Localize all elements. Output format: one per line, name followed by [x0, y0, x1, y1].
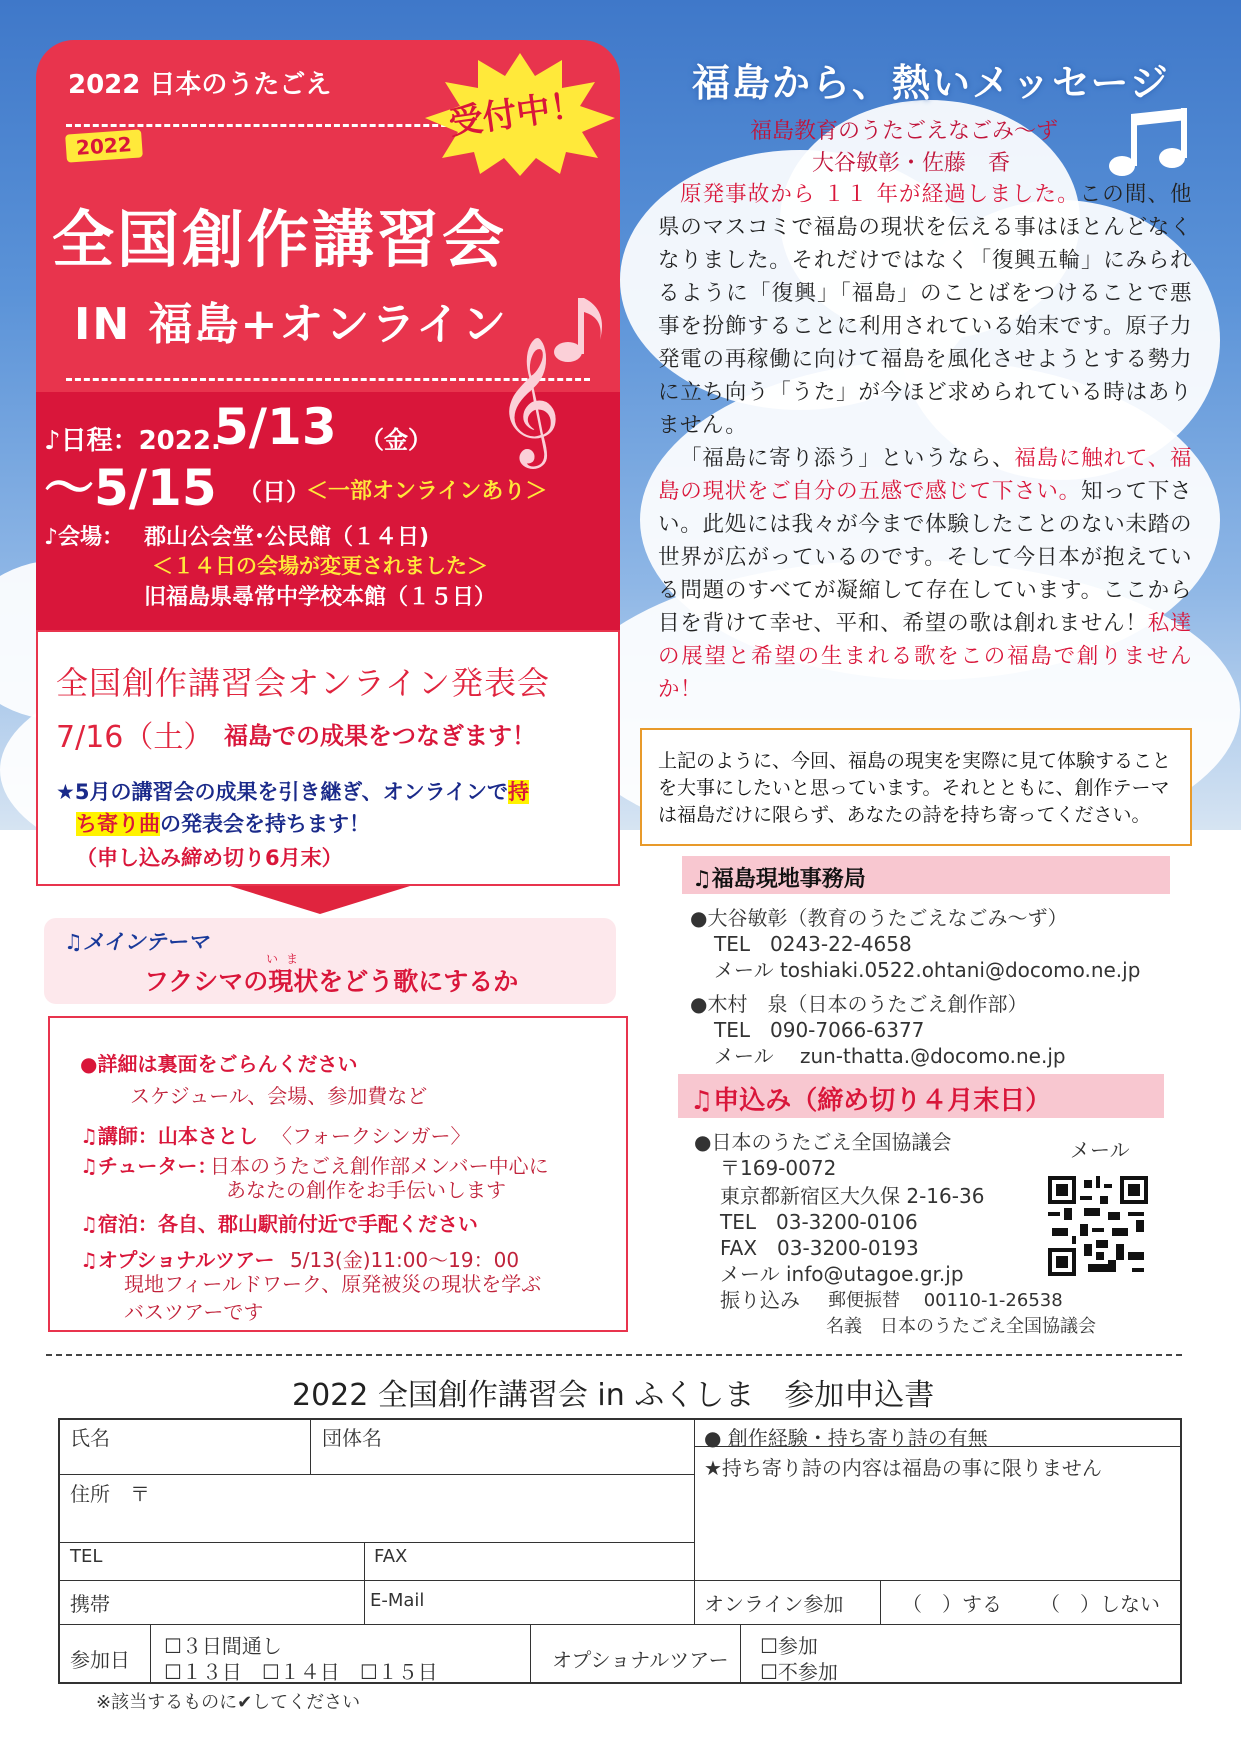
venue-change-notice: ＜１４日の会場が変更されました＞ — [152, 554, 488, 578]
schedule-start: 5/13 — [214, 398, 337, 456]
schedule-start-dow: （金） — [360, 426, 432, 454]
online-description: ★5月の講習会の成果を引き継ぎ、オンラインで持 ち寄り曲の発表会を持ちます！ — [56, 780, 529, 836]
instructor-role: 〈フォークシンガー〉 — [272, 1124, 471, 1148]
online-tagline: 福島での成果をつなぎます！ — [224, 722, 536, 750]
form-title: 2022 全国創作講習会 in ふくしま 参加申込書 — [292, 1378, 935, 1413]
transfer-holder: 名義 日本のうたごえ全国協議会 — [826, 1316, 1096, 1337]
theme-ruby: いま — [266, 952, 307, 966]
online-title: 全国創作講習会オンライン発表会 — [56, 664, 551, 702]
event-subtitle: IN 福島+オンライン — [74, 299, 509, 350]
qr-code-icon[interactable] — [1048, 1176, 1148, 1276]
qr-mail-label: メール — [1070, 1138, 1130, 1162]
apply-tel: TEL 03-3200-0106 — [720, 1210, 918, 1234]
apply-zip: 〒169-0072 — [720, 1156, 837, 1180]
tour-yes-checkbox[interactable]: ☐参加 — [760, 1634, 818, 1658]
message-authors: 大谷敏彰・佐藤 香 — [812, 151, 1011, 176]
music-notes-icon — [1106, 104, 1192, 180]
tour-label: ♫オプショナルツアー — [80, 1248, 275, 1272]
address-label: 住所 〒 — [70, 1482, 150, 1506]
schedule-end: 〜5/15 — [44, 459, 217, 517]
contact2-mail: メール zun-thatta.@docomo.ne.jp — [714, 1044, 1066, 1068]
online-no-option[interactable]: （ ）しない — [1040, 1592, 1160, 1616]
venue-day14: 郡山公会堂･公民館（１４日) — [144, 525, 430, 550]
tour-text-1: 現地フィールドワーク、原発被災の現状を学ぶ — [124, 1272, 542, 1296]
see-back-sub: スケジュール、会場、参加費など — [130, 1084, 428, 1108]
mobile-label: 携帯 — [70, 1592, 110, 1616]
tour-text-2: バスツアーです — [124, 1300, 264, 1324]
experience-note: ★持ち寄り詩の内容は福島の事に限りません — [704, 1456, 1102, 1480]
name-field[interactable] — [120, 1420, 306, 1472]
online-date: 7/16（土） — [56, 720, 214, 755]
attend-days-checkboxes[interactable]: ☐１３日 ☐１４日 ☐１５日 — [164, 1660, 438, 1684]
venue-day15: 旧福島県尋常中学校本館（１５日） — [144, 585, 497, 610]
online-participation-label: オンライン参加 — [704, 1592, 844, 1616]
attend-label: 参加日 — [70, 1648, 130, 1672]
instructor: ♫講師：山本さとし — [80, 1124, 258, 1148]
transfer-label: 振り込み — [720, 1288, 800, 1312]
treble-clef-icon: 𝄞 — [496, 335, 562, 463]
transfer-account: 郵便振替 00110-1-26538 — [828, 1290, 1063, 1311]
email-field[interactable] — [440, 1584, 690, 1622]
main-theme-text: フクシマの現状をどう歌にするか — [144, 967, 519, 996]
tutor-text-2: あなたの創作をお手伝いします — [226, 1178, 506, 1202]
accepting-stamp: 受付中！ — [446, 84, 587, 144]
contact2-tel: TEL 090-7066-6377 — [714, 1018, 925, 1042]
message-group: 福島教育のうたごえなごみ〜ず — [750, 119, 1059, 144]
attend-all-checkbox[interactable]: ☐３日間通し — [164, 1634, 282, 1658]
schedule-note: ＜一部オンラインあり＞ — [306, 479, 548, 504]
fax-field[interactable] — [420, 1546, 690, 1578]
year-title: 2022 日本のうたごえ — [68, 70, 332, 100]
contact1-mail: メール toshiaki.0522.ohtani@docomo.ne.jp — [714, 958, 1141, 982]
lodging: ♫宿泊：各自、郡山駅前付近で手配ください — [80, 1212, 478, 1236]
form-footnote: ※該当するものに✔してください — [96, 1692, 361, 1713]
tutor-text-1: 日本のうたごえ創作部メンバー中心に — [210, 1154, 549, 1178]
schedule-end-dow: （日） — [238, 478, 310, 506]
contact1-name: ●大谷敏彰（教育のうたごえなごみ〜ず） — [690, 906, 1068, 930]
tutor-label: ♫チューター： — [80, 1154, 218, 1178]
year-badge: 2022 — [65, 129, 142, 162]
venue-label: ♪会場： — [44, 525, 125, 550]
schedule-label: ♪日程：2022. — [44, 426, 221, 456]
see-back-note: ●詳細は裏面をごらんください — [80, 1052, 358, 1076]
apply-heading: ♫申込み（締め切り４月末日） — [690, 1086, 1052, 1116]
online-yes-option[interactable]: （ ）する — [902, 1592, 1002, 1616]
apply-org: ●日本のうたごえ全国協議会 — [694, 1130, 952, 1154]
office-heading: ♫福島現地事務局 — [692, 867, 866, 892]
address-field[interactable] — [170, 1478, 690, 1538]
email-label: E-Mail — [370, 1590, 425, 1611]
main-theme-label: ♫メインテーマ — [64, 930, 209, 954]
contact2-name: ●木村 泉（日本のうたごえ創作部） — [690, 992, 1028, 1016]
tour-form-label: オプショナルツアー — [552, 1648, 729, 1672]
fax-label: FAX — [374, 1546, 408, 1567]
group-label: 団体名 — [322, 1426, 382, 1450]
group-field[interactable] — [392, 1420, 688, 1472]
arrow-down-icon — [230, 886, 410, 914]
event-title: 全国創作講習会 — [52, 203, 508, 276]
experience-field[interactable] — [700, 1482, 1176, 1576]
apply-fax: FAX 03-3200-0193 — [720, 1236, 919, 1260]
tour-time: 5/13(金)11:00〜19：00 — [290, 1248, 520, 1272]
cut-line — [46, 1354, 1182, 1356]
contact1-tel: TEL 0243-22-4658 — [714, 932, 912, 956]
apply-mail: メール info@utagoe.gr.jp — [720, 1262, 964, 1286]
name-label: 氏名 — [70, 1426, 110, 1450]
apply-address: 東京都新宿区大久保 2-16-36 — [720, 1184, 985, 1208]
tel-field[interactable] — [110, 1546, 360, 1578]
message-title: 福島から、熱いメッセージ — [692, 61, 1170, 105]
mobile-field[interactable] — [120, 1584, 360, 1622]
tour-no-checkbox[interactable]: ☐不参加 — [760, 1660, 838, 1684]
message-body: 原発事故から １１ 年が経過しました。この間、他県のマスコミで福島の現状を伝える事はほとんどなくなりました。それだけではなく「復興五輪」にみられるように「復興」「福島」のことばをつけることで悪事を扮飾することに利用されている始末です。原子力発電の再稼働に向けて福島を風化させようとする勢力に立ち向う「うた」が今ほど求められている時はありません。 「福島に寄り添う」というなら、福島に触れて、福島の現状をご自分の五感で感じて下さい。知って下さい。此処には我々が今まで体験したことのない未踏の世界が広がっているのです。そして今日本が抱えている問題のすべてが凝縮して存在しています。ここから目を背けて幸せ、平和、希望の歌は創れません！私達の展望と希望の生まれる歌をこの福島で創りませんか！ — [658, 182, 1192, 702]
online-deadline: （申し込み締め切り6月末） — [76, 846, 343, 870]
experience-label: ● 創作経験・持ち寄り詩の有無 — [704, 1426, 988, 1450]
tel-label: TEL — [70, 1546, 103, 1567]
theme-note-text: 上記のように、今回、福島の現実を実際に見て体験することを大事にしたいと思っています。それとともに、創作テーマは福島だけに限らず、あなたの詩を持ち寄ってください。 — [658, 750, 1172, 826]
